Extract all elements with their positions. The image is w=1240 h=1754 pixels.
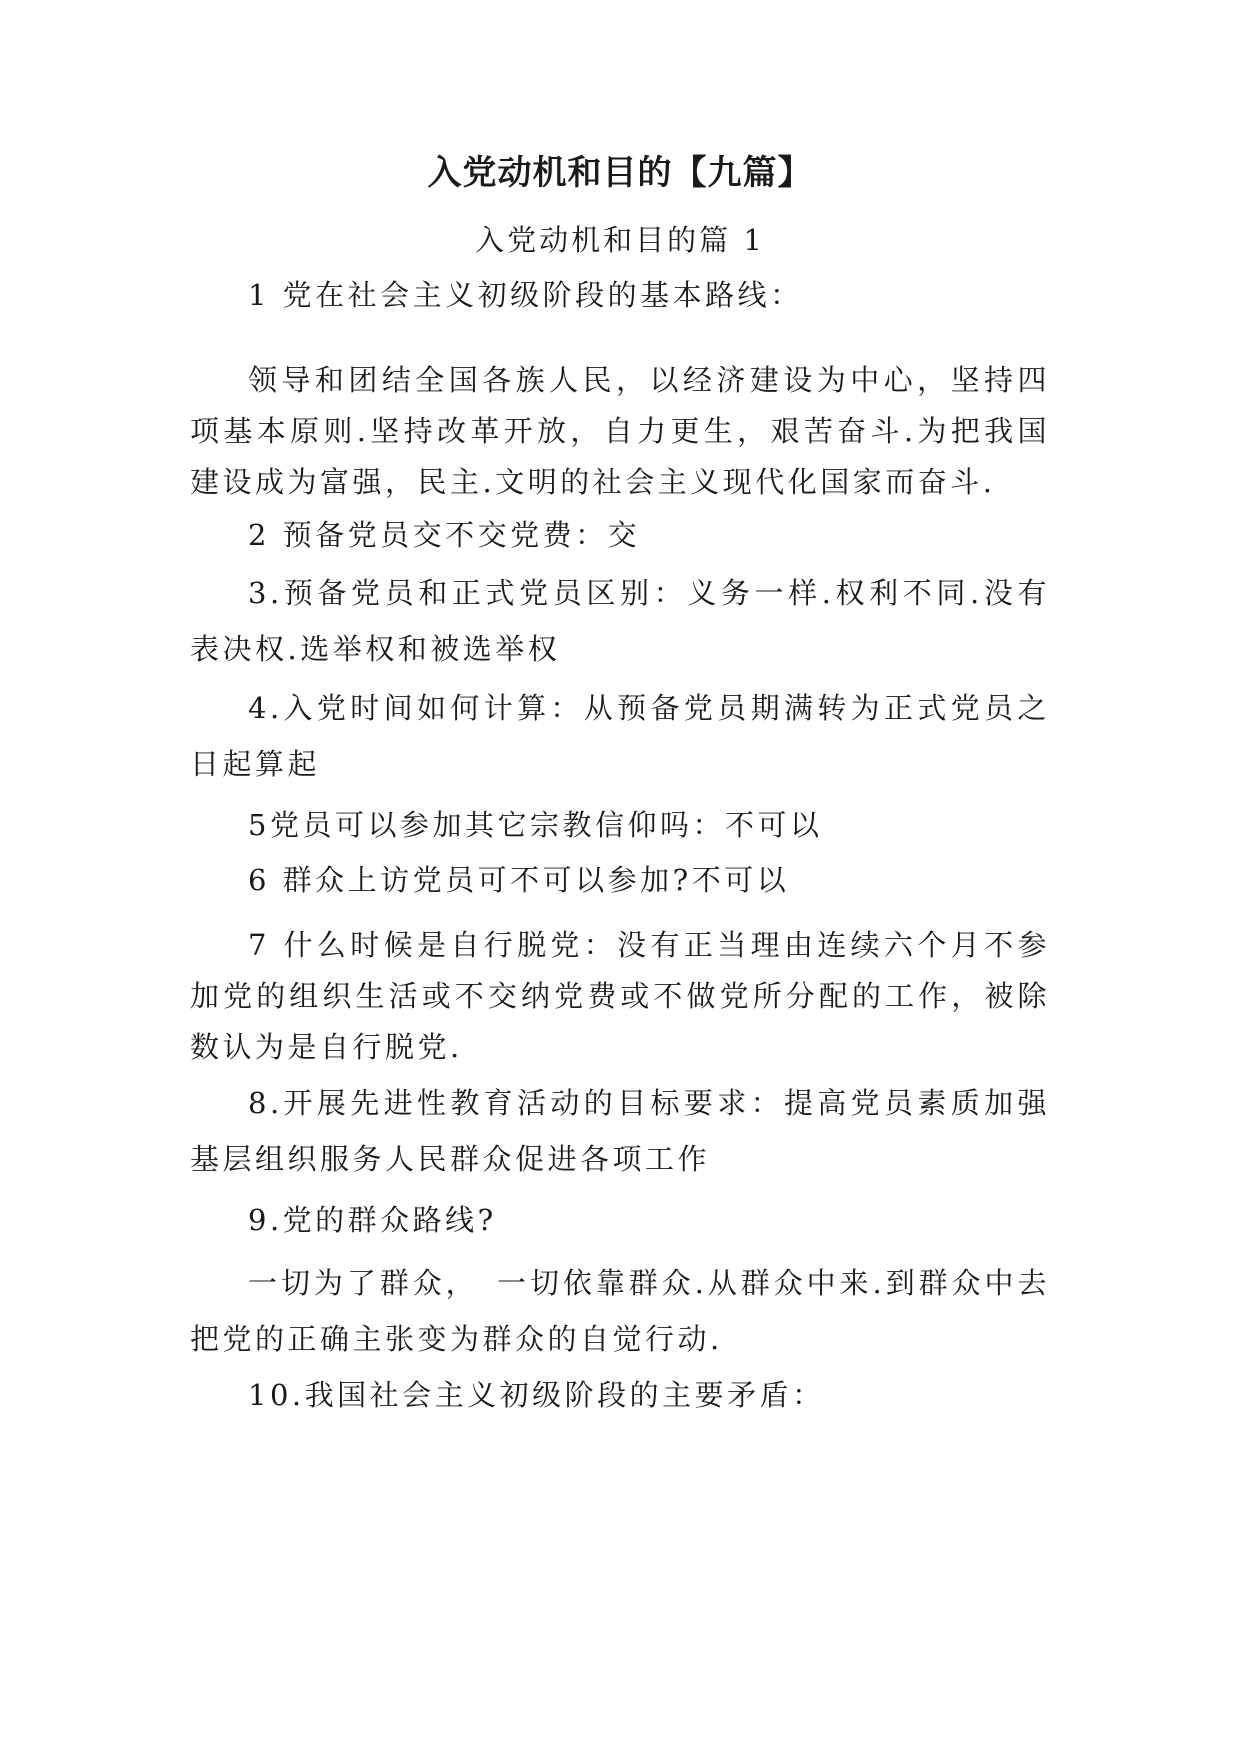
paragraph-11: 一切为了群众， 一切依靠群众.从群众中来.到群众中去把党的正确主张变为群众的自觉行动. [190,1266,1050,1356]
paragraph-3: 2 预备党员交不交党费：交 [248,518,641,552]
paragraph-4: 3.预备党员和正式党员区别：义务一样.权利不同.没有表决权.选举权和被选举权 [190,576,1050,666]
paragraph-7: 6 群众上访党员可不可以参加?不可以 [248,863,790,897]
paragraph-10: 9.党的群众路线? [248,1203,497,1237]
document-title: 入党动机和目的【九篇】 [427,153,813,193]
paragraph-8: 7 什么时候是自行脱党：没有正当理由连续六个月不参加党的组织生活或不交纳党费或不做党所分配的工作，被除数认为是自行脱党. [190,928,1050,1064]
paragraph-9: 8.开展先进性教育活动的目标要求：提高党员素质加强基层组织服务人民群众促进各项工作 [190,1086,1050,1176]
paragraph-12: 10.我国社会主义初级阶段的主要矛盾： [248,1378,825,1412]
paragraph-2: 领导和团结全国各族人民，以经济建设为中心，坚持四项基本原则.坚持改革开放，自力更生，艰苦奋斗.为把我国建设成为富强，民主.文明的社会主义现代化国家而奋斗. [190,363,1050,499]
paragraph-6: 5党员可以参加其它宗教信仰吗：不可以 [248,808,823,842]
document-subtitle: 入党动机和目的篇 1 [475,223,765,257]
paragraph-5: 4.入党时间如何计算：从预备党员期满转为正式党员之日起算起 [190,691,1050,781]
paragraph-1: 1 党在社会主义初级阶段的基本路线： [248,278,803,312]
